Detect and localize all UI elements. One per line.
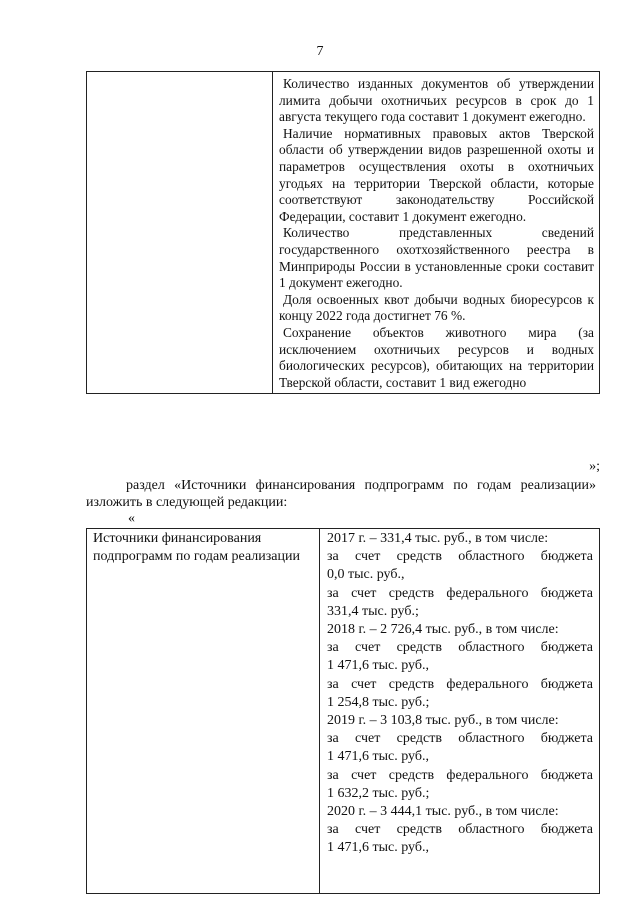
financing-line-amt: 1 471,6 тыс. руб.,	[327, 749, 429, 765]
financing-line-src: за счет средств федерального бюджета	[327, 585, 593, 601]
financing-line-amt: 331,4 тыс. руб.;	[327, 603, 419, 619]
financing-values-cell	[320, 529, 600, 894]
targets-table	[86, 71, 600, 394]
financing-line-src: за счет средств областного бюджета	[327, 640, 593, 656]
financing-line-src: за счет средств федерального бюджета	[327, 767, 593, 783]
financing-table	[86, 528, 600, 894]
opening-quote: «	[128, 511, 135, 526]
financing-line-amt: 1 632,2 тыс. руб.;	[327, 785, 430, 801]
financing-label-cell: Источники финансирования подпрограмм по годам реализации	[87, 529, 320, 894]
section-instruction: раздел «Источники финансирования подпрограмм по годам реализации» изложить в следующей редакции:	[86, 478, 596, 510]
targets-table-right-cell	[273, 72, 600, 394]
financing-line-src: за счет средств федерального бюджета	[327, 676, 593, 692]
page-number: 7	[316, 44, 324, 59]
financing-line-amt: 1 471,6 тыс. руб.,	[327, 658, 429, 674]
financing-line-year: 2018 г. – 2 726,4 тыс. руб., в том числе:	[327, 622, 559, 638]
financing-line-year: 2019 г. – 3 103,8 тыс. руб., в том числе:	[327, 713, 559, 729]
financing-line-year: 2020 г. – 3 444,1 тыс. руб., в том числе:	[327, 804, 559, 820]
financing-line-amt: 0,0 тыс. руб.,	[327, 567, 405, 583]
financing-line-amt: 1 471,6 тыс. руб.,	[327, 840, 429, 856]
target-paragraph: Количество представленных сведений государственного охотхозяйственного реестра в Минприроды России в установленные сроки составит 1 документ ежегодно.	[279, 225, 594, 291]
financing-line-amt: 1 254,8 тыс. руб.;	[327, 694, 430, 710]
financing-lines	[327, 530, 593, 858]
target-paragraph: Наличие нормативных правовых актов Тверской области об утверждении видов разрешенной охоты и параметров осуществления охоты в охотничьих угодьях на территории Тверской области, которые соответствуют законодательству Российской Федерации, составит 1 документ ежегодно.	[279, 125, 594, 224]
financing-line-src: за счет средств областного бюджета	[327, 731, 593, 747]
financing-line-year: 2017 г. – 331,4 тыс. руб., в том числе:	[327, 531, 549, 546]
closing-quote: »;	[589, 459, 600, 474]
target-paragraph: Количество изданных документов об утверждении лимита добычи охотничьих ресурсов в срок до 1 августа текущего года составит 1 документ ежегодно.	[279, 76, 594, 125]
targets-table-left-cell	[87, 72, 273, 394]
target-paragraph: Доля освоенных квот добычи водных биоресурсов к концу 2022 года достигнет 76 %.	[279, 291, 594, 324]
financing-line-src: за счет средств областного бюджета	[327, 822, 593, 838]
target-paragraph: Сохранение объектов животного мира (за исключением охотничьих ресурсов и водных биологических ресурсов), обитающих на территории Тверской области, составит 1 вид ежегодно	[279, 324, 594, 390]
financing-line-src: за счет средств областного бюджета	[327, 549, 593, 565]
